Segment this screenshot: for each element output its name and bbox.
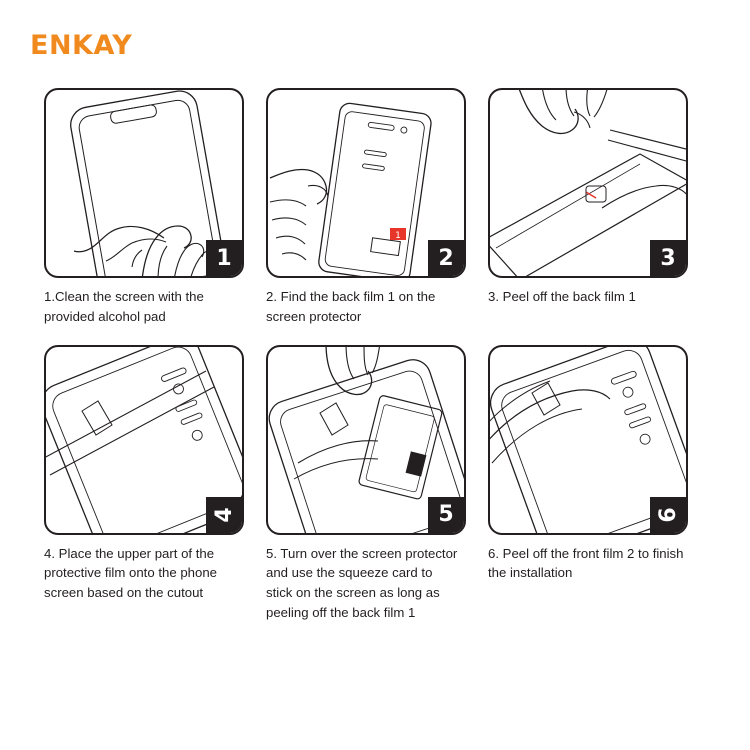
step-number-badge: 6 (650, 497, 686, 533)
step-illustration-4 (44, 345, 244, 535)
svg-text:1: 1 (395, 231, 401, 241)
step-illustration-2 (266, 88, 466, 278)
step-cell-2 (266, 88, 488, 327)
step-illustration-5 (266, 345, 466, 535)
step-cell-5 (266, 345, 488, 623)
step-illustration-3 (488, 88, 688, 278)
step-caption: 5. Turn over the screen protector and use the squeeze card to stick on the screen as long as peeling off the back film 1 (266, 545, 458, 620)
step-number-badge: 3 (650, 240, 686, 276)
step-illustration-6 (488, 345, 688, 535)
step-illustration-1 (44, 88, 244, 278)
step-caption: 6. Peel off the front film 2 to finish the installation (488, 545, 684, 581)
step-number-badge: 2 (428, 240, 464, 276)
step-caption: 2. Find the back film 1 on the screen protector (266, 289, 436, 324)
step-caption: 1.Clean the screen with the provided alcohol pad (44, 289, 204, 324)
step-number-badge: 1 (206, 240, 242, 276)
step-cell-1 (44, 88, 266, 327)
steps-grid (44, 88, 712, 623)
step-caption: 4. Place the upper part of the protective film onto the phone screen based on the cutout (44, 545, 218, 601)
step-cell-3 (488, 88, 710, 327)
step-number-badge: 5 (428, 497, 464, 533)
step-caption: 3. Peel off the back film 1 (488, 289, 636, 304)
brand-logo: ENKAY (30, 30, 133, 61)
step-cell-4 (44, 345, 266, 623)
step-number-badge: 4 (206, 497, 242, 533)
step-cell-6 (488, 345, 710, 623)
